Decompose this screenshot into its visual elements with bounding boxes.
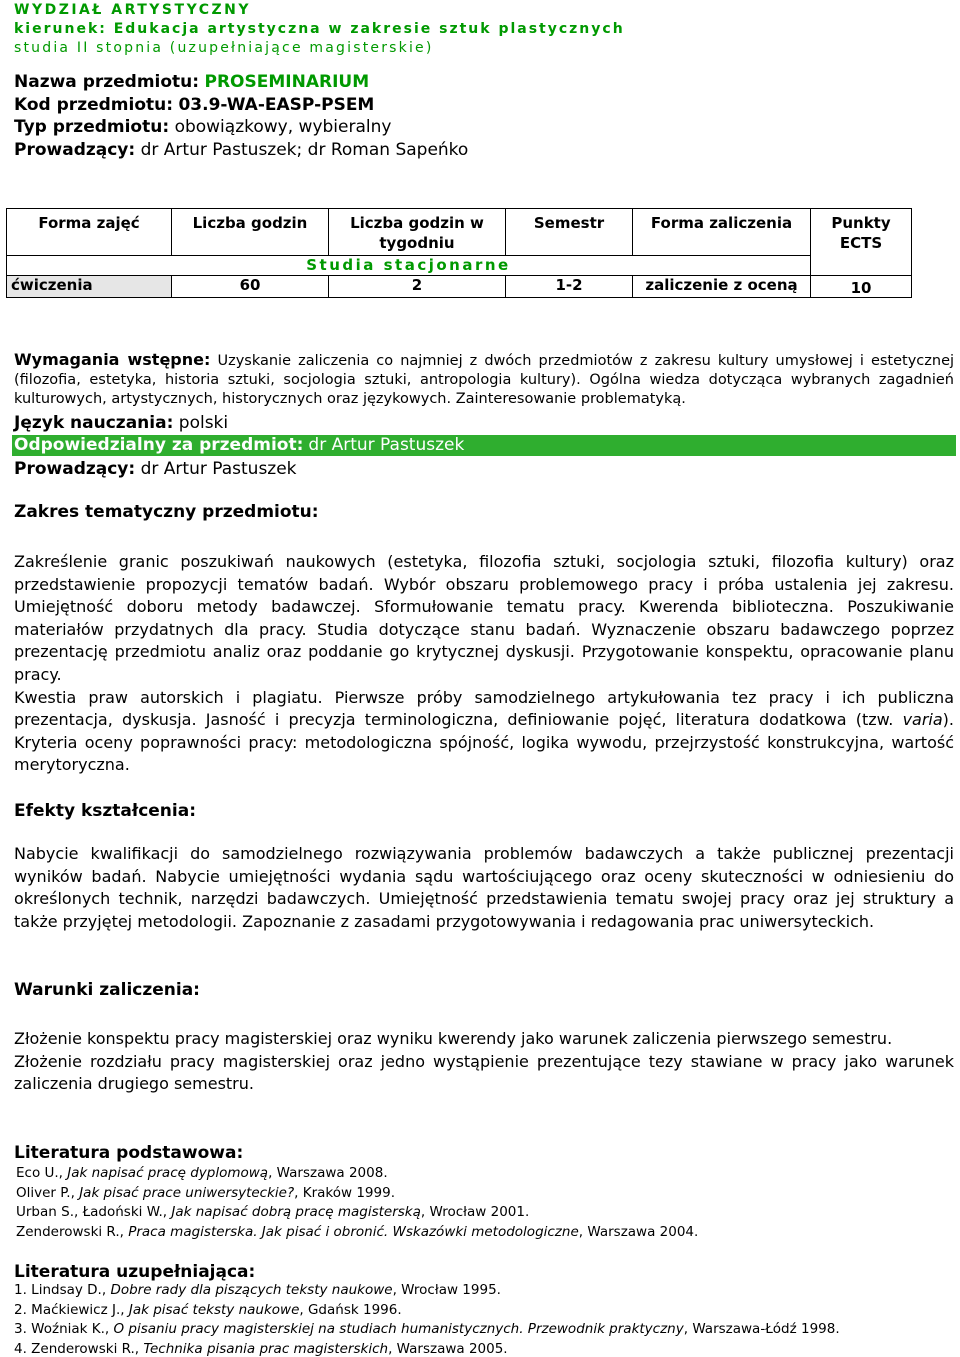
direction-title: kierunek: Edukacja artystyczna w zakresie sztuk plastycznych bbox=[14, 21, 625, 37]
course-meta bbox=[14, 71, 468, 161]
table-cell: zaliczenie z oceną bbox=[633, 276, 811, 298]
responsible-value: dr Artur Pastuszek bbox=[308, 435, 465, 455]
table-header-cell: Forma zajęć bbox=[7, 209, 172, 256]
lit-place: , Warszawa 2008. bbox=[268, 1165, 388, 1181]
course-lead-row bbox=[14, 139, 468, 162]
table-row bbox=[7, 276, 912, 298]
list-item bbox=[14, 1301, 840, 1321]
scope-text-part: ). Kryteria oceny poprawności pracy: metodologiczna spójność, logika wywodu, przejrzystość konstrukcyjna, wartość merytoryczna. bbox=[14, 710, 954, 775]
studies-title: studia II stopnia (uzupełniające magisterskie) bbox=[14, 40, 434, 56]
table-header-cell: Punkty ECTS bbox=[811, 209, 912, 276]
scope-title: Zakres tematyczny przedmiotu: bbox=[14, 502, 319, 522]
lit-title: Dobre rady dla piszących teksty naukowe bbox=[110, 1282, 393, 1298]
instructor-label: Prowadzący: bbox=[14, 459, 136, 479]
course-name-label: Nazwa przedmiotu: bbox=[14, 72, 200, 92]
table-cell: 10 bbox=[811, 276, 912, 298]
lit-author: Eco U., bbox=[16, 1165, 68, 1181]
lit-title: Jak pisać prace uniwersyteckie? bbox=[79, 1184, 295, 1201]
scope-paragraph: Zakreślenie granic poszukiwań naukowych (estetyka, filozofia sztuki, socjologia sztuki, filozofia kultury) oraz przedstawienie propozycji tematów badań. Wybór obszaru problemowego pracy i próba ustalenia jej zakresu. Umiejętność doboru metody badawczej. Sformułowanie tematu pracy. Kwerenda biblioteczna. Poszukiwanie materiałów przydatnych dla pracy. Studia dotyczące stanu badań. Wyznaczenie obszaru badawczego poprzez prezentację przedmiotu analiz oraz poddanie go krytycznej dyskusji. Przygotowanie konspektu, opracowanie planu pracy. bbox=[14, 552, 954, 684]
lit-author: Urban S., Ładoński W., bbox=[16, 1204, 172, 1220]
language-label: Język nauczania: bbox=[14, 413, 174, 433]
table-cell: 1-2 bbox=[506, 276, 633, 298]
course-code-row bbox=[14, 94, 468, 117]
effects-title: Efekty kształcenia: bbox=[14, 801, 197, 821]
table-cell: 60 bbox=[172, 276, 329, 298]
table-header-row bbox=[7, 209, 912, 256]
lit-place: , Wrocław 1995. bbox=[392, 1282, 501, 1298]
course-table bbox=[6, 208, 912, 298]
lit-place: , Warszawa 2004. bbox=[578, 1223, 699, 1240]
lit-title: Jak pisać teksty naukowe bbox=[128, 1301, 300, 1318]
lit-title: Technika pisania prac magisterskich bbox=[143, 1340, 389, 1357]
lit-author: 1. Lindsay D., bbox=[14, 1282, 111, 1298]
responsible-label: Odpowiedzialny za przedmiot: bbox=[14, 435, 304, 455]
language-value: polski bbox=[178, 413, 229, 433]
lit-title: Jak napisać pracę dyplomową bbox=[67, 1165, 269, 1181]
lit-place: , Warszawa 2005. bbox=[388, 1340, 508, 1357]
lit-extra-title: Literatura uzupełniająca: bbox=[14, 1262, 256, 1282]
list-item bbox=[16, 1203, 698, 1223]
instructor-row bbox=[14, 458, 954, 481]
course-type-label: Typ przedmiotu: bbox=[14, 117, 170, 137]
lit-basic-title: Literatura podstawowa: bbox=[14, 1143, 244, 1163]
table-header-cell: Semestr bbox=[506, 209, 633, 256]
table-cell: 2 bbox=[329, 276, 506, 298]
table-mode-row bbox=[7, 256, 912, 276]
scope-italic-term: varia bbox=[902, 710, 943, 730]
instructor-value: dr Artur Pastuszek bbox=[140, 459, 297, 479]
faculty-title: WYDZIAŁ ARTYSTYCZNY bbox=[14, 2, 251, 18]
lit-basic-list bbox=[16, 1164, 698, 1242]
language-row bbox=[14, 412, 954, 435]
lit-title: Jak napisać dobrą pracę magisterską bbox=[171, 1204, 421, 1220]
responsible-bar bbox=[12, 435, 956, 456]
table-header-cell: Liczba godzin w tygodniu bbox=[329, 209, 506, 256]
document-header bbox=[14, 0, 625, 58]
lit-author: 4. Zenderowski R., bbox=[14, 1340, 144, 1357]
lit-place: , Wrocław 2001. bbox=[420, 1204, 530, 1220]
course-type-row bbox=[14, 116, 468, 139]
effects-text: Nabycie kwalifikacji do samodzielnego rozwiązywania problemów badawczych a także publicznej prezentacji wyników badań. Nabycie umiejętności wydania sądu wartościującego oraz oceny skuteczności w odniesieniu do określonych technik, narzędzi badawczych. Umiejętność przedstawienia tematu swojej pracy oraz jej struktury a także przyjętej metodologii. Zapoznanie z zasadami przygotowywania i redagowania prac uniwersyteckich. bbox=[14, 844, 954, 931]
conditions-paragraph: Złożenie konspektu pracy magisterskiej oraz wyniku kwerendy jako warunek zaliczenia pierwszego semestru. bbox=[14, 1029, 893, 1048]
course-type-value: obowiązkowy, wybieralny bbox=[174, 117, 392, 137]
lit-author: 3. Woźniak K., bbox=[14, 1321, 114, 1337]
conditions-title: Warunki zaliczenia: bbox=[14, 980, 200, 1000]
requirements-label: Wymagania wstępne: bbox=[14, 350, 211, 369]
list-item bbox=[16, 1184, 698, 1204]
lit-place: , Warszawa-Łódź 1998. bbox=[683, 1321, 840, 1337]
lit-place: , Kraków 1999. bbox=[294, 1184, 395, 1201]
lit-author: 2. Maćkiewicz J., bbox=[14, 1301, 129, 1318]
requirements-text: Uzyskanie zaliczenia co najmniej z dwóch przedmiotów z zakresu kultury umysłowej i estetycznej (filozofia, estetyka, historia sztuki, socjologia sztuki, antropologia kultury). Ogólna wiedza dotycząca wybranych zagadnień kulturowych, artystycznych, historycznych oraz językowych. Zainteresowanie problematyką. bbox=[14, 353, 955, 407]
table-header-cell: Liczba godzin bbox=[172, 209, 329, 256]
lit-author: Oliver P., bbox=[16, 1184, 80, 1201]
list-item bbox=[14, 1320, 840, 1340]
conditions-text bbox=[14, 1028, 954, 1096]
course-lead-value: dr Artur Pastuszek; dr Roman Sapeńko bbox=[140, 139, 469, 160]
lit-place: , Gdańsk 1996. bbox=[299, 1301, 402, 1318]
course-name-row bbox=[14, 71, 468, 94]
lit-extra-list bbox=[14, 1281, 840, 1357]
table-header-cell: Forma zaliczenia bbox=[633, 209, 811, 256]
lit-title: Praca magisterska. Jak pisać i obronić. Wskazówki metodologiczne bbox=[128, 1223, 579, 1240]
course-code-label: Kod przedmiotu: bbox=[14, 94, 174, 115]
list-item bbox=[16, 1223, 698, 1243]
lit-title: O pisaniu pracy magisterskiej na studiach humanistycznych. Przewodnik praktyczny bbox=[113, 1321, 684, 1337]
list-item bbox=[14, 1340, 840, 1357]
scope-text bbox=[14, 551, 954, 777]
list-item bbox=[16, 1164, 698, 1184]
course-lead-label: Prowadzący: bbox=[14, 139, 136, 160]
conditions-paragraph: Złożenie rozdziału pracy magisterskiej oraz jedno wystąpienie prezentujące tezy stawiane w pracy jako warunek zaliczenia drugiego semestru. bbox=[14, 1051, 954, 1094]
course-code-value: 03.9-WA-EASP-PSEM bbox=[178, 94, 375, 115]
table-cell: ćwiczenia bbox=[7, 276, 172, 298]
list-item bbox=[14, 1281, 840, 1301]
course-name-value: PROSEMINARIUM bbox=[204, 72, 370, 92]
scope-paragraph bbox=[14, 687, 954, 777]
requirements-section bbox=[14, 350, 954, 409]
lit-author: Zenderowski R., bbox=[16, 1223, 129, 1240]
scope-text-part: Kwestia praw autorskich i plagiatu. Pierwsze próby samodzielnego artykułowania tez pracy i ich publiczna prezentacja, dyskusja. Jasność i precyzja terminologiczna, definiowanie pojęć, literatura dodatkowa (tzw. bbox=[14, 687, 954, 730]
study-mode-label: Studia stacjonarne bbox=[7, 256, 811, 276]
